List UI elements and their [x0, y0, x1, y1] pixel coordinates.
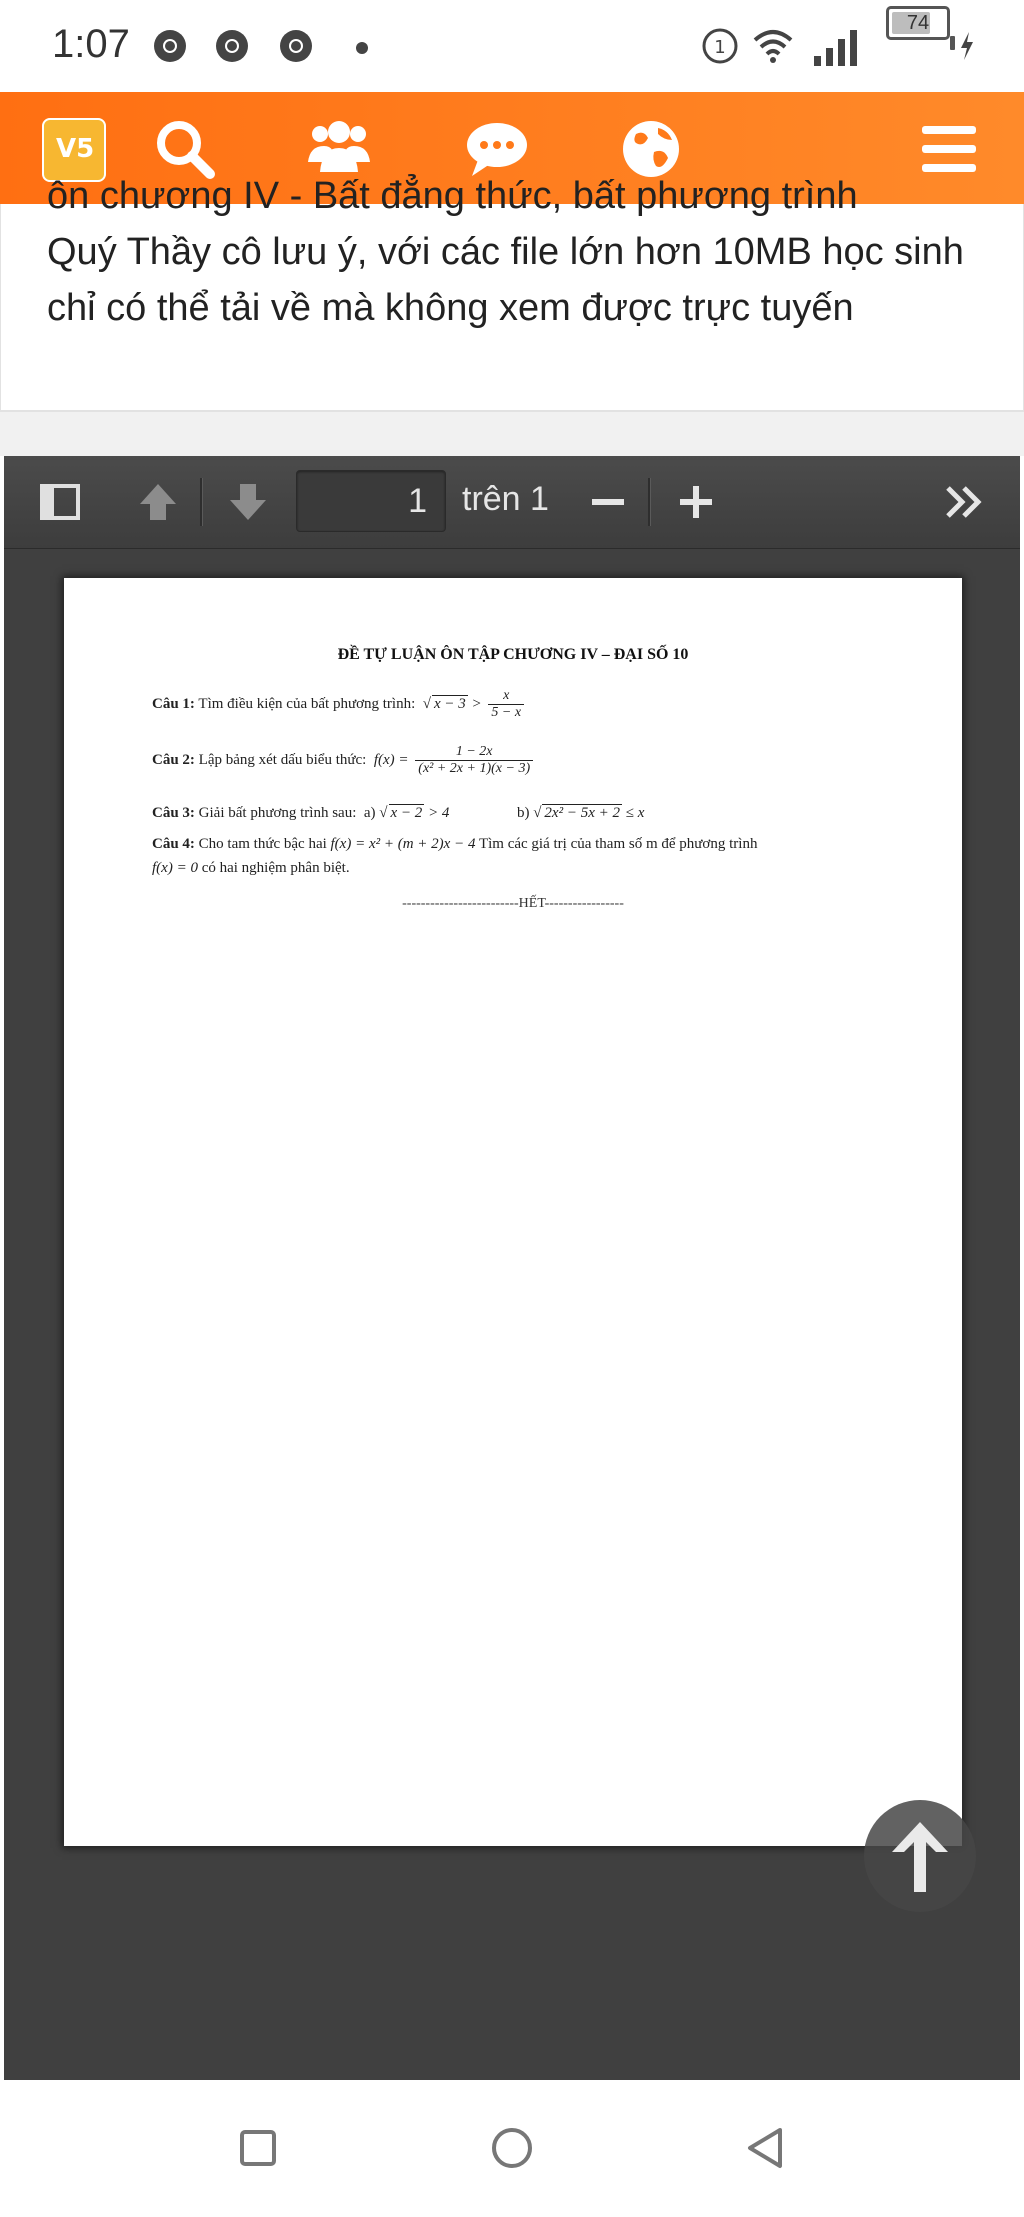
menu-icon[interactable]: [912, 112, 986, 186]
zoom-out-icon[interactable]: [582, 476, 634, 528]
status-time: 1:07: [52, 22, 130, 66]
home-icon[interactable]: [486, 2122, 538, 2174]
scroll-to-top-button[interactable]: [864, 1800, 976, 1912]
document-end-marker: -------------------------HẾT-----------------: [402, 896, 624, 911]
chrome-icon: [278, 28, 314, 64]
notification-dot-icon: [356, 42, 368, 54]
status-bar: [0, 0, 1024, 92]
toolbar-separator: [648, 478, 650, 526]
question-3: Câu 3: Giải bất phương trình sau: a) √ x − 2 > 4 b) √ 2x² − 5x + 2 ≤ x: [152, 805, 645, 821]
signal-icon: [812, 28, 864, 66]
next-page-icon[interactable]: [222, 476, 274, 528]
file-size-notice: Quý Thầy cô lưu ý, với các file lớn hơn 10MB học sinh chỉ có thể tải về mà không xem được trực tuyến: [47, 231, 964, 329]
document-title: ĐỀ TỰ LUẬN ÔN TẬP CHƯƠNG IV – ĐẠI SỐ 10: [337, 646, 689, 663]
chrome-icon: [152, 28, 188, 64]
section-gap: [0, 412, 1024, 456]
page-heading-cut: ôn chương IV - Bất đẳng thức, bất phương trình: [47, 175, 858, 217]
page-number-input[interactable]: 1: [296, 470, 446, 532]
question-4: Câu 4: Cho tam thức bậc hai f(x) = x² + (m + 2)x − 4 Tìm các giá trị của tham số m để phương trình: [152, 836, 758, 852]
pdf-page: [64, 578, 962, 1846]
charging-icon: [958, 30, 976, 62]
more-tools-icon[interactable]: [938, 476, 990, 528]
sidebar-toggle-icon[interactable]: [34, 476, 86, 528]
arrow-up-icon: [882, 1816, 958, 1896]
question-4-continued: f(x) = 0 có hai nghiệm phân biệt.: [152, 860, 350, 876]
back-icon[interactable]: [740, 2122, 792, 2174]
notice-panel: [0, 175, 1024, 412]
page-count-label: trên 1: [462, 480, 549, 518]
previous-page-icon[interactable]: [132, 476, 184, 528]
data-saver-icon: [700, 26, 740, 66]
chrome-icon: [214, 28, 250, 64]
recents-icon[interactable]: [232, 2122, 284, 2174]
battery-icon: [886, 6, 950, 40]
question-1: Câu 1: Tìm điều kiện của bất phương trình: √ x − 3 > $\frac{x}{5 - x}$: [152, 688, 527, 721]
android-nav-bar: [0, 2080, 1024, 2217]
wifi-icon: [752, 28, 794, 64]
question-2: Câu 2: Lập bảng xét dấu biểu thức: f(x) = $\frac{1 - 2x}{\text{(x² + 2x + 1)(x − 3)}}$: [152, 744, 536, 777]
toolbar-separator: [200, 478, 202, 526]
pdf-toolbar: [4, 456, 1020, 549]
site-logo[interactable]: V5: [42, 118, 106, 182]
battery-level: 74: [906, 12, 930, 34]
zoom-in-icon[interactable]: [670, 476, 722, 528]
battery-tip: [950, 36, 955, 50]
svg-text:1: 1: [714, 37, 726, 58]
